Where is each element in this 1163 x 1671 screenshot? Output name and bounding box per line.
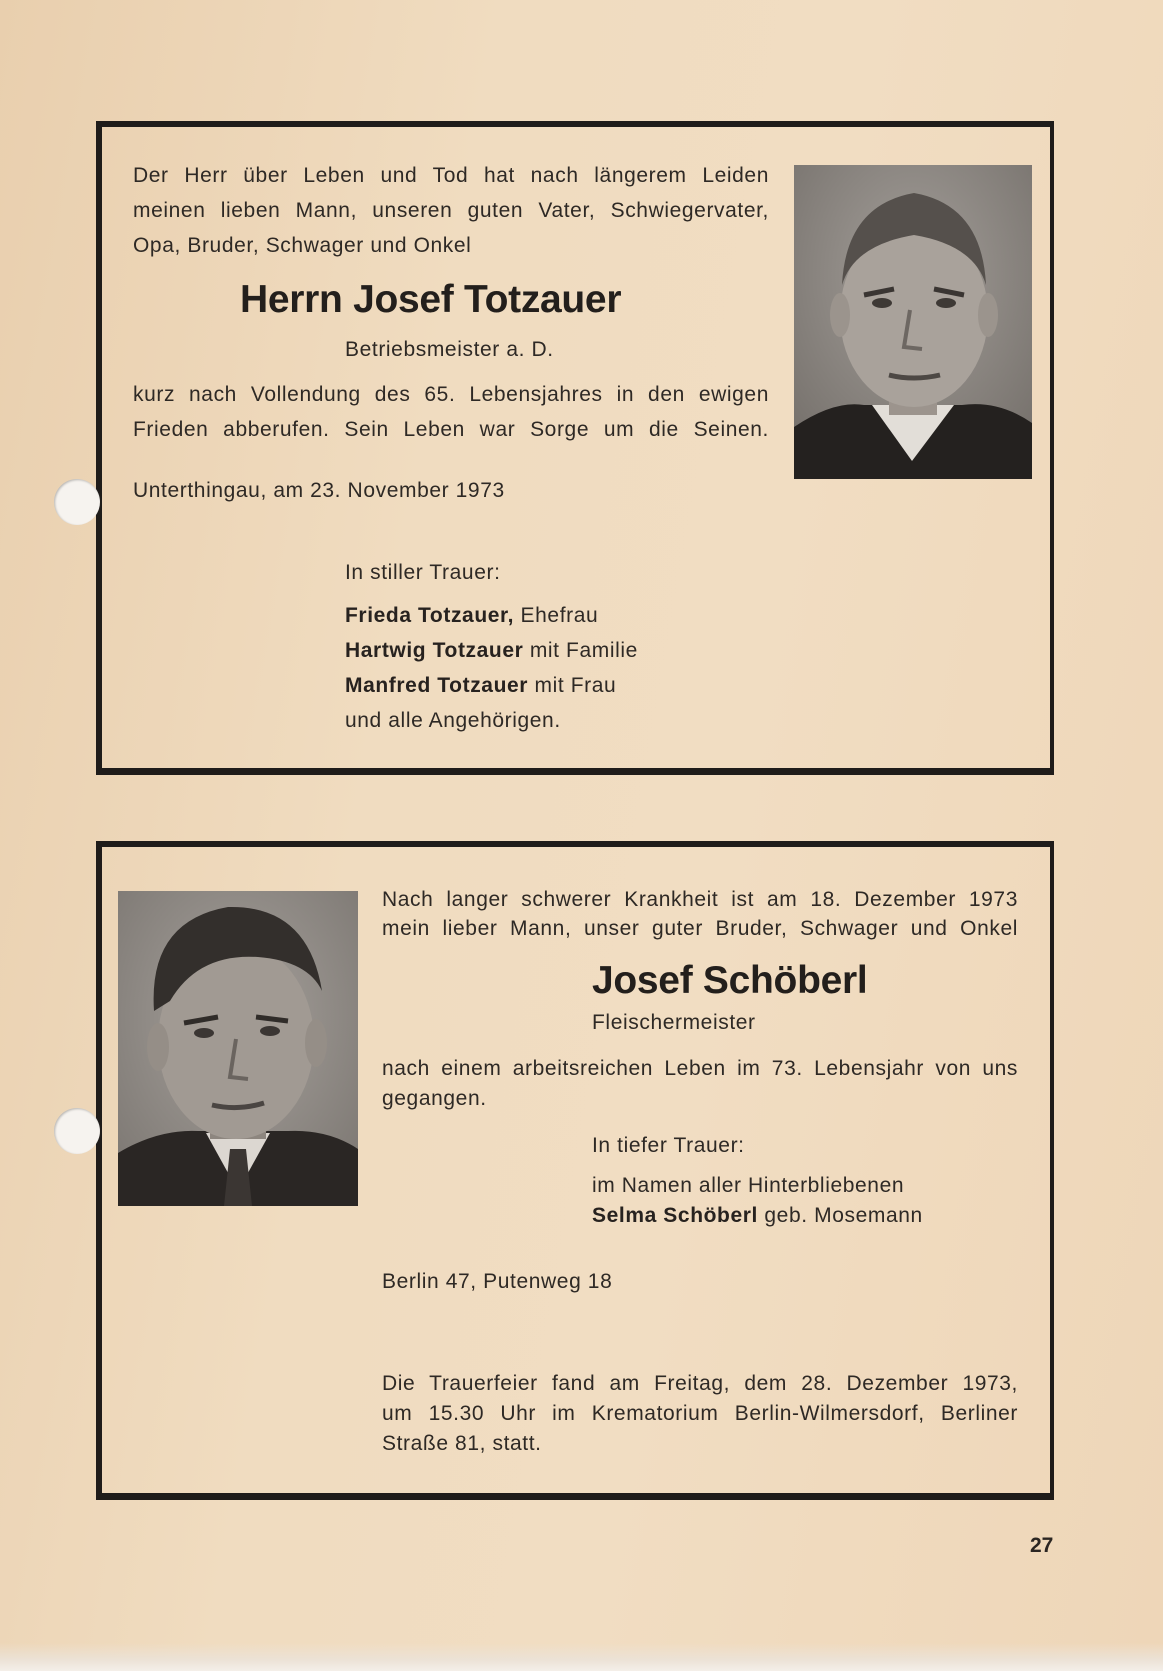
notice2-on-behalf: im Namen aller Hinterbliebenen <box>592 1174 905 1197</box>
notice2-body-line-1: nach einem arbeitsreichen Leben im 73. Lebensjahr von uns <box>382 1057 1018 1080</box>
binder-hole-top <box>54 479 100 525</box>
notice1-intro-line-1: Der Herr über Leben und Tod hat nach längerem Leiden <box>133 164 769 187</box>
notice1-mourning-heading: In stiller Trauer: <box>345 561 501 584</box>
notice1-closing: und alle Angehörigen. <box>345 709 561 732</box>
notice2-funeral-line-1: Die Trauerfeier fand am Freitag, dem 28. Dezember 1973, <box>382 1372 1018 1395</box>
mourner-relation: mit Frau <box>528 674 617 697</box>
notice2-address: Berlin 47, Putenweg 18 <box>382 1270 613 1293</box>
notice2-deceased-title: Fleischermeister <box>592 1011 756 1034</box>
notice1-deceased-title: Betriebsmeister a. D. <box>345 338 554 361</box>
notice1-intro-line-2: meinen lieben Mann, unseren guten Vater, Schwiegervater, <box>133 199 769 222</box>
notice2-funeral-line-2: um 15.30 Uhr im Krematorium Berlin-Wilmersdorf, Berliner <box>382 1402 1018 1425</box>
page-bottom-edge <box>0 1643 1163 1671</box>
mourner-name: Manfred Totzauer <box>345 674 529 697</box>
notice1-mourner-1 <box>345 598 598 633</box>
notice2-deceased-name: Josef Schöberl <box>592 959 868 1002</box>
binder-hole-bottom <box>54 1108 100 1154</box>
notice1-mourner-3 <box>345 668 616 703</box>
notice1-mourner-2 <box>345 633 638 668</box>
notice1-intro-line-3: Opa, Bruder, Schwager und Onkel <box>133 234 472 257</box>
mourner-name: Hartwig Totzauer <box>345 639 524 662</box>
notice2-funeral-line-3: Straße 81, statt. <box>382 1432 542 1455</box>
portrait-photo-totzauer <box>794 165 1032 479</box>
notice1-deceased-name: Herrn Josef Totzauer <box>240 278 622 321</box>
mourner-relation: Ehefrau <box>514 604 599 627</box>
notice2-intro-line-2: mein lieber Mann, unser guter Bruder, Schwager und Onkel <box>382 917 1018 940</box>
notice2-mourning-heading: In tiefer Trauer: <box>592 1134 745 1157</box>
mourner-relation: mit Familie <box>523 639 638 662</box>
signer-name: Selma Schöberl <box>592 1204 758 1227</box>
notice2-signer <box>592 1198 923 1233</box>
notice2-intro-line-1: Nach langer schwerer Krankheit ist am 18. Dezember 1973 <box>382 888 1018 911</box>
notice1-body-line-2: Frieden abberufen. Sein Leben war Sorge um die Seinen. <box>133 418 769 441</box>
signer-rest: geb. Mosemann <box>757 1204 923 1227</box>
portrait-photo-schoeberl <box>118 891 358 1206</box>
notice2-body-line-2: gegangen. <box>382 1087 487 1110</box>
mourner-name: Frieda Totzauer, <box>345 604 515 627</box>
notice1-place-date: Unterthingau, am 23. November 1973 <box>133 479 505 502</box>
notice1-body-line-1: kurz nach Vollendung des 65. Lebensjahres in den ewigen <box>133 383 769 406</box>
page-number: 27 <box>1030 1534 1054 1557</box>
